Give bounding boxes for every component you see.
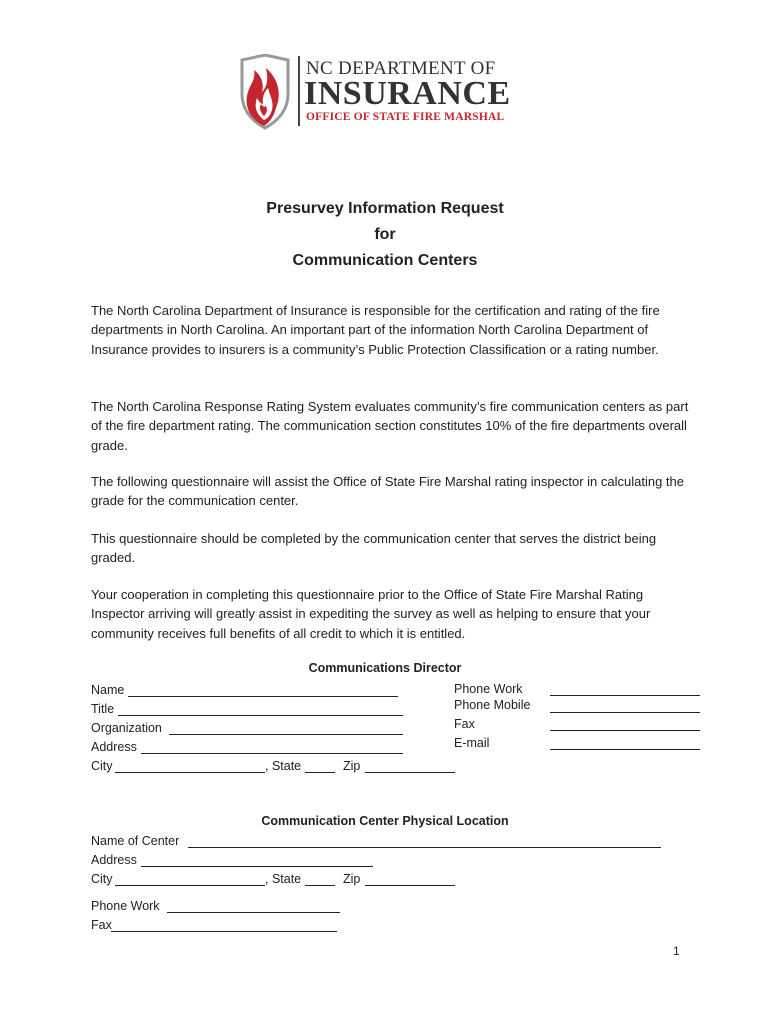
flame-shield-icon — [234, 54, 296, 130]
location-phone-work-field[interactable] — [167, 899, 340, 913]
location-city-field[interactable] — [115, 872, 265, 886]
title-line3: Communication Centers — [292, 252, 478, 269]
location-heading: Communication Center Physical Location — [261, 814, 509, 828]
director-title-field[interactable] — [118, 702, 403, 716]
location-fax-field[interactable] — [111, 918, 337, 932]
location-phone-work-label: Phone Work — [91, 899, 160, 913]
document-title — [0, 196, 770, 274]
title-line1: Presurvey Information Request — [266, 200, 504, 217]
director-address-label: Address — [91, 740, 137, 754]
director-phone-work-label: Phone Work — [454, 682, 523, 696]
director-fax-label: Fax — [454, 717, 475, 731]
page-number: 1 — [673, 944, 680, 958]
director-zip-field[interactable] — [365, 759, 455, 773]
logo-line2: INSURANCE — [304, 75, 511, 112]
location-name-of-center-label: Name of Center — [91, 834, 180, 848]
location-zip-label: Zip — [343, 872, 361, 886]
paragraph-1: The North Carolina Department of Insurance is responsible for the certification and rating of the fire departments in North Carolina. An important part of the information North Carolina Department of Insurance provides to insurers is a community’s Public Protection Classification or a rating number. — [91, 303, 660, 357]
director-title-label: Title — [91, 702, 115, 716]
director-phone-mobile-label: Phone Mobile — [454, 698, 531, 712]
director-email-field[interactable] — [550, 736, 700, 750]
director-name-field[interactable] — [128, 683, 398, 697]
location-fax-label: Fax — [91, 918, 112, 932]
location-state-label: , State — [265, 872, 302, 886]
paragraph-2: The North Carolina Response Rating System evaluates community’s fire communication centers as part of the fire department rating. The communication section constitutes 10% of the fire departments overall grade. — [91, 399, 689, 453]
location-address-label: Address — [91, 853, 137, 867]
paragraph-3: The following questionnaire will assist the Office of State Fire Marshal rating inspector in calculating the grade for the communication center. — [91, 474, 684, 509]
director-state-field[interactable] — [305, 759, 335, 773]
director-email-label: E-mail — [454, 736, 490, 750]
location-city-label: City — [91, 872, 113, 886]
logo-line1: NC DEPARTMENT OF — [306, 58, 496, 79]
paragraph-5: Your cooperation in completing this questionnaire prior to the Office of State Fire Marshal Rating Inspector arriving will greatly assist in expediting the survey as well as helping to ensure that your community receives full benefits of all credit to which it is entitled. — [91, 587, 651, 641]
director-city-label: City — [91, 759, 113, 773]
logo-divider — [298, 56, 300, 126]
title-line2: for — [374, 226, 396, 243]
director-phone-mobile-field[interactable] — [550, 699, 700, 713]
location-name-of-center-field[interactable] — [188, 834, 661, 848]
director-phone-work-field[interactable] — [550, 682, 700, 696]
director-name-label: Name — [91, 683, 125, 697]
director-heading: Communications Director — [308, 661, 462, 675]
location-state-field[interactable] — [305, 872, 335, 886]
nc-doi-logo — [234, 52, 524, 132]
paragraph-4: This questionnaire should be completed by the communication center that serves the district being graded. — [91, 531, 657, 566]
logo-line3: OFFICE OF STATE FIRE MARSHAL — [306, 111, 505, 123]
location-address-field[interactable] — [141, 853, 373, 867]
director-zip-label: Zip — [343, 759, 361, 773]
director-fax-field[interactable] — [550, 717, 700, 731]
director-organization-field[interactable] — [169, 721, 403, 735]
director-organization-label: Organization — [91, 721, 162, 735]
location-zip-field[interactable] — [365, 872, 455, 886]
director-city-field[interactable] — [115, 759, 265, 773]
director-state-label: , State — [265, 759, 302, 773]
director-address-field[interactable] — [141, 740, 403, 754]
